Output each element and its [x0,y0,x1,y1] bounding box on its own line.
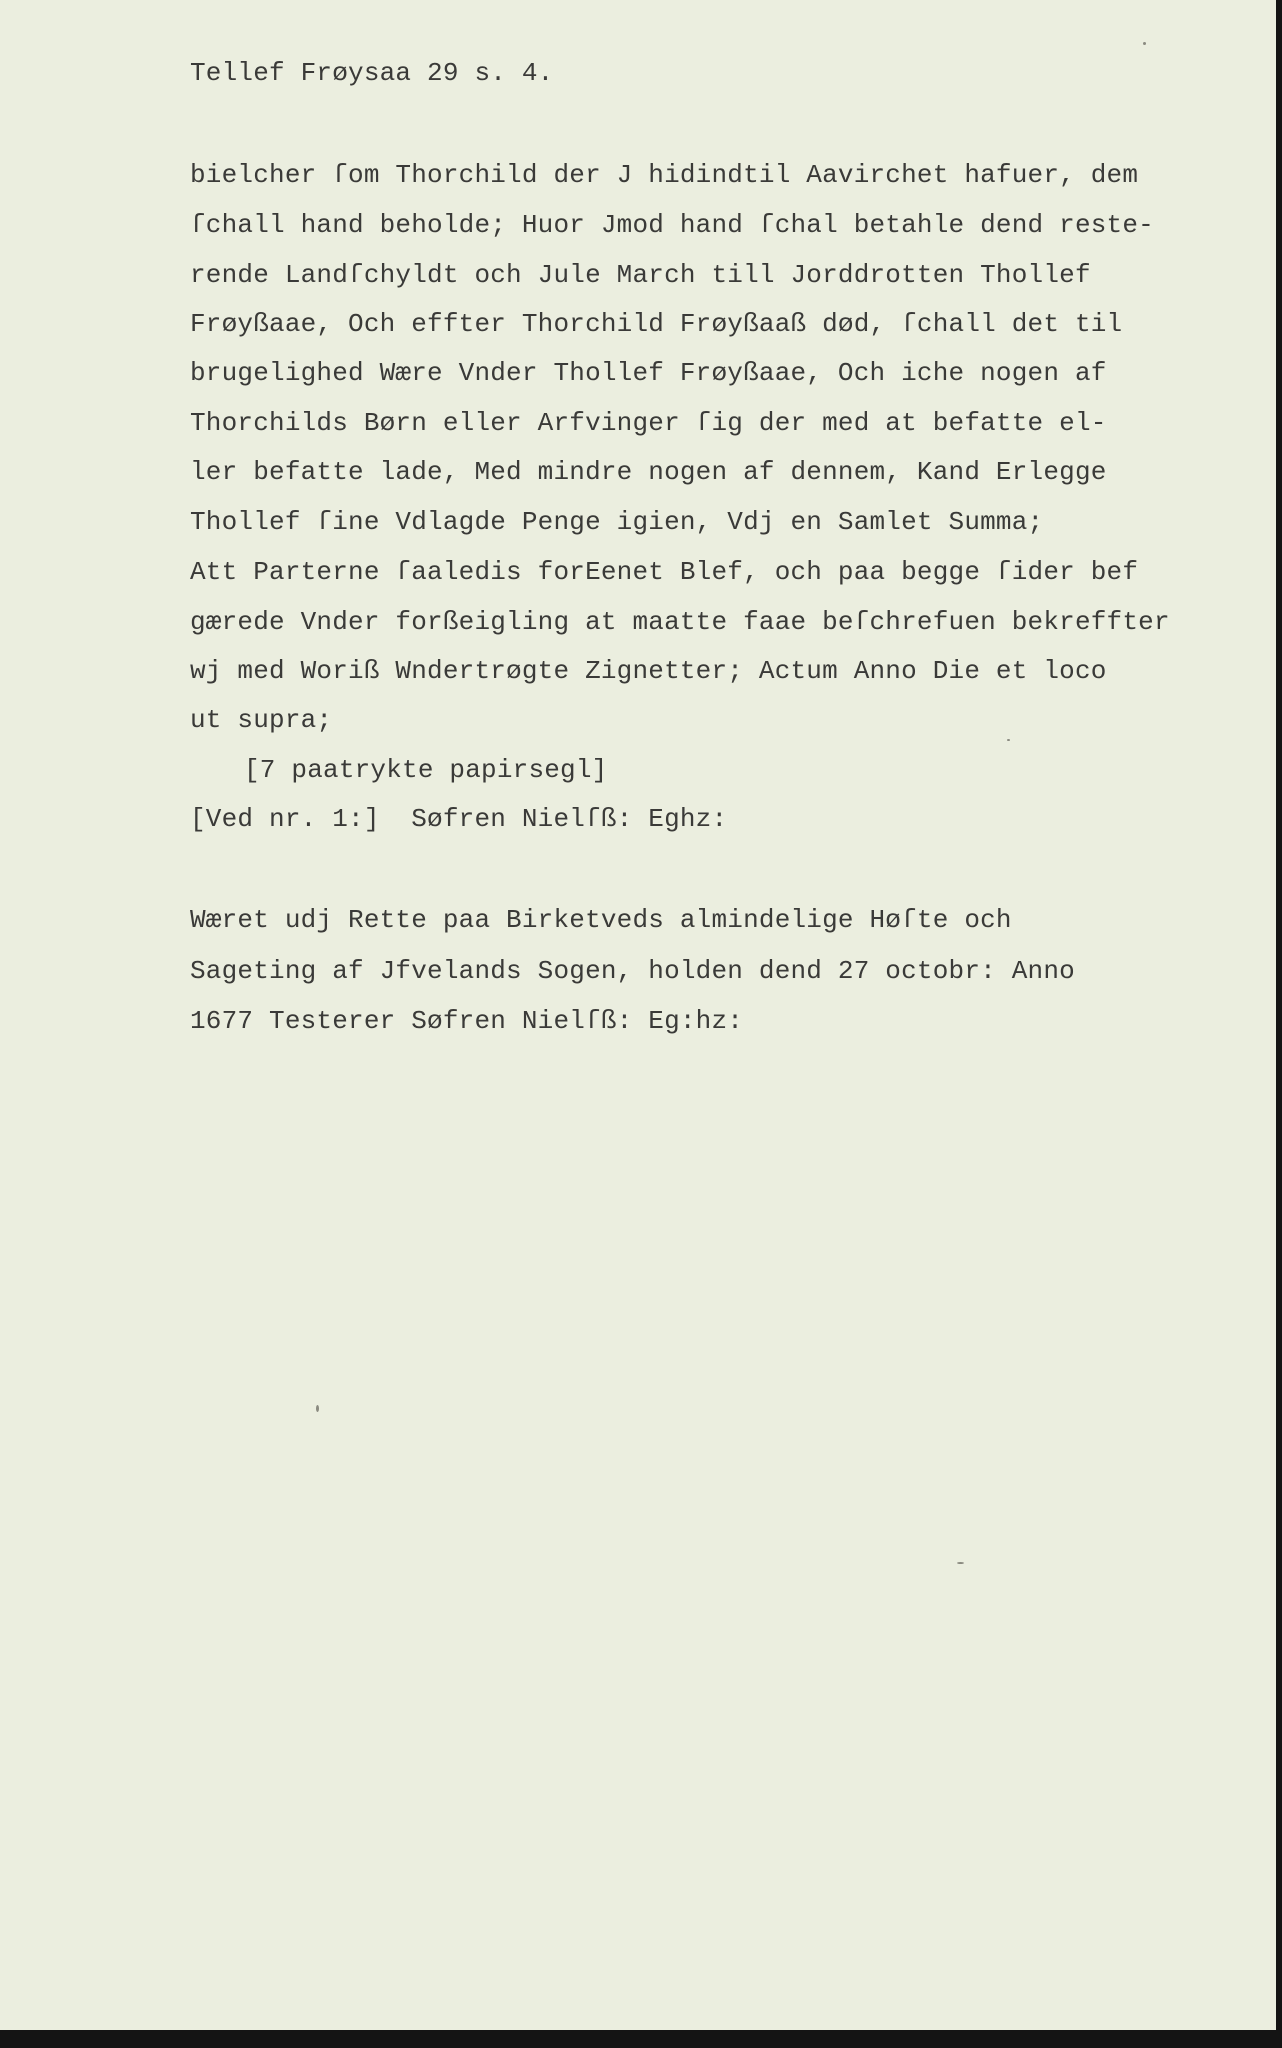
body-line: Thollef ſine Vdlagde Penge igien, Vdj en Samlet Summa; [190,507,1044,537]
body-line: bielcher ſom Thorchild der J hidindtil Aavirchet hafuer, dem [190,160,1139,190]
body-line: rende Landſchyldt och Jule March till Jorddrotten Thollef [190,260,1091,290]
body-line: brugelighed Wære Vnder Thollef Frøyßaae, Och iche nogen af [190,358,1107,388]
court-line: Wæret udj Rette paa Birketveds almindelige Høſte och [190,905,1012,935]
paper-speck [316,1405,319,1412]
court-line: Sageting af Jfvelands Sogen, holden dend 27 octobr: Anno [190,956,1075,986]
body-line: gærede Vnder forßeigling at maatte faae beſchrefuen bekreffter [190,607,1170,637]
court-line: 1677 Testerer Søfren Nielſß: Eg:hz: [190,1006,744,1036]
body-line: Thorchilds Børn eller Arfvinger ſig der med at befatte el- [190,408,1107,438]
seal-note: [7 paatrykte papirsegl] [244,755,608,785]
paper-speck [1143,42,1146,45]
body-line: Frøyßaae, Och effter Thorchild Frøyßaaß død, ſchall det til [190,309,1123,339]
body-line: wj med Woriß Wndertrøgte Zignetter; Actum Anno Die et loco [190,656,1107,686]
paper-speck [1007,739,1010,741]
body-line: Att Parterne ſaaledis forEenet Blef, och paa begge ſider bef [190,557,1139,587]
seal-signature-line: [Ved nr. 1:] Søfren Nielſß: Eghz: [190,804,728,834]
body-line: ler befatte lade, Med mindre nogen af dennem, Kand Erlegge [190,457,1107,487]
body-line: ut supra; [190,705,333,735]
paper-speck [957,1562,964,1564]
page-header: Tellef Frøysaa 29 s. 4. [190,58,554,88]
body-line: ſchall hand beholde; Huor Jmod hand ſchal betahle dend reste- [190,210,1154,240]
